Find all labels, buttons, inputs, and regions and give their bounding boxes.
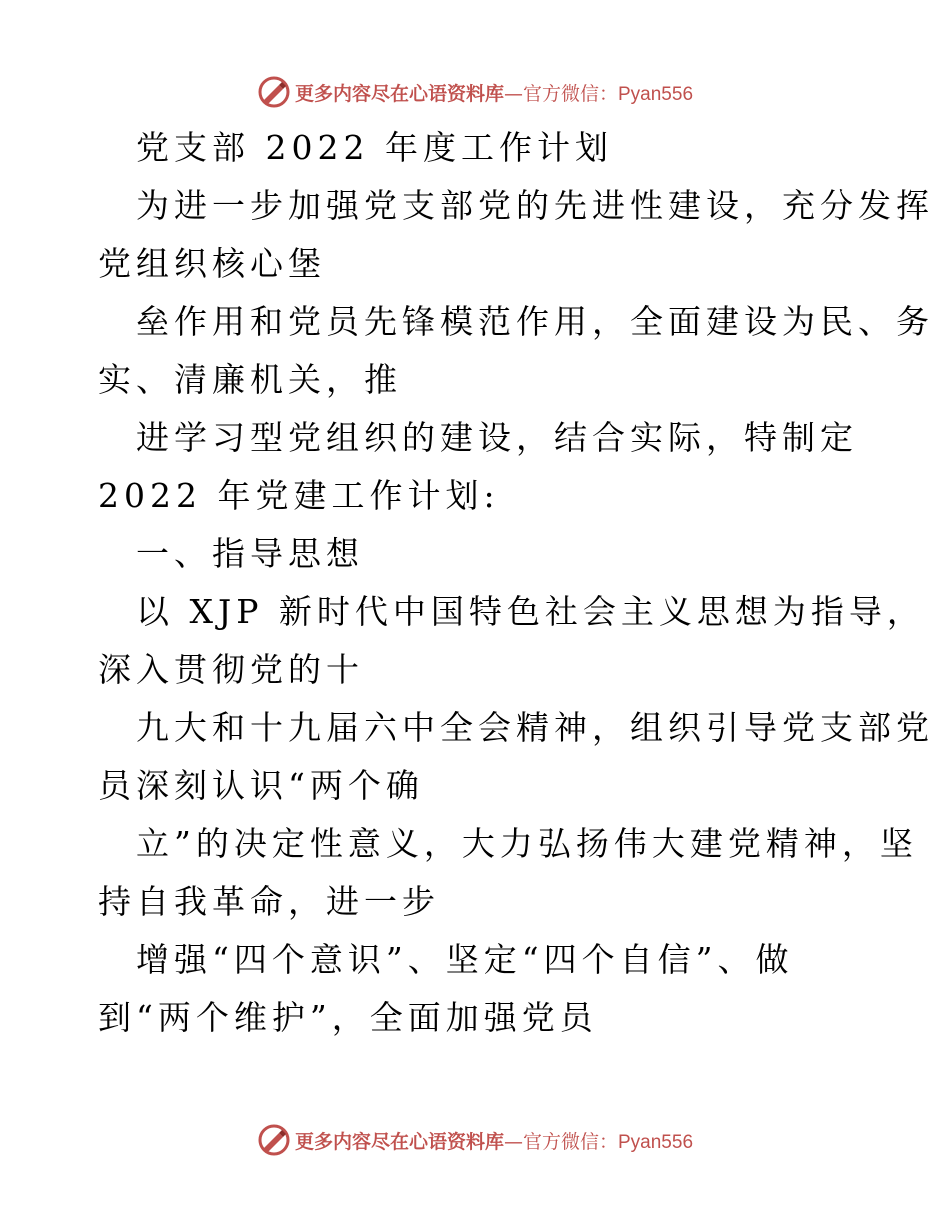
watermark-dash: — xyxy=(503,1130,523,1153)
paragraph-line: 2022 年党建工作计划: xyxy=(98,476,500,515)
paragraph-line: 党组织核心堡 xyxy=(98,244,326,283)
paragraph-line: 到“两个维护”，全面加强党员 xyxy=(98,998,598,1037)
watermark-slogan: 更多内容尽在心语资料库 xyxy=(294,82,504,105)
paragraph-line: 九大和十九届六中全会精神，组织引导党支部党 xyxy=(136,708,934,747)
paragraph-line: 员深刻认识“两个确 xyxy=(98,766,424,805)
paragraph-line: 垒作用和党员先锋模范作用，全面建设为民、务 xyxy=(136,302,934,341)
watermark-handle: Pyan556 xyxy=(618,83,694,105)
paragraph-line: 进学习型党组织的建设，结合实际，特制定 xyxy=(136,418,858,457)
header-watermark xyxy=(0,72,950,112)
paragraph-line: 深入贯彻党的十 xyxy=(98,650,364,689)
document-title: 党支部 2022 年度工作计划 xyxy=(136,128,613,167)
watermark-slogan: 更多内容尽在心语资料库 xyxy=(294,1130,504,1153)
watermark-label: 官方微信： xyxy=(522,1130,618,1153)
paragraph-line: 实、清廉机关，推 xyxy=(98,360,402,399)
watermark-dash: — xyxy=(503,82,523,105)
footer-watermark xyxy=(0,1120,950,1160)
watermark-handle: Pyan556 xyxy=(618,1131,694,1153)
watermark-text xyxy=(295,79,693,106)
paragraph-line: 增强“四个意识”、坚定“四个自信”、做 xyxy=(136,940,794,979)
pen-logo-icon xyxy=(257,1123,291,1157)
pen-logo-icon xyxy=(257,75,291,109)
section-heading: 一、指导思想 xyxy=(136,534,364,573)
paragraph-line: 为进一步加强党支部党的先进性建设，充分发挥 xyxy=(136,186,934,225)
paragraph-line: 以 XJP 新时代中国特色社会主义思想为指导， xyxy=(136,592,925,631)
watermark-label: 官方微信： xyxy=(522,82,618,105)
watermark-text xyxy=(295,1127,693,1154)
paragraph-line: 立”的决定性意义，大力弘扬伟大建党精神，坚 xyxy=(136,824,918,863)
paragraph-line: 持自我革命，进一步 xyxy=(98,882,440,921)
